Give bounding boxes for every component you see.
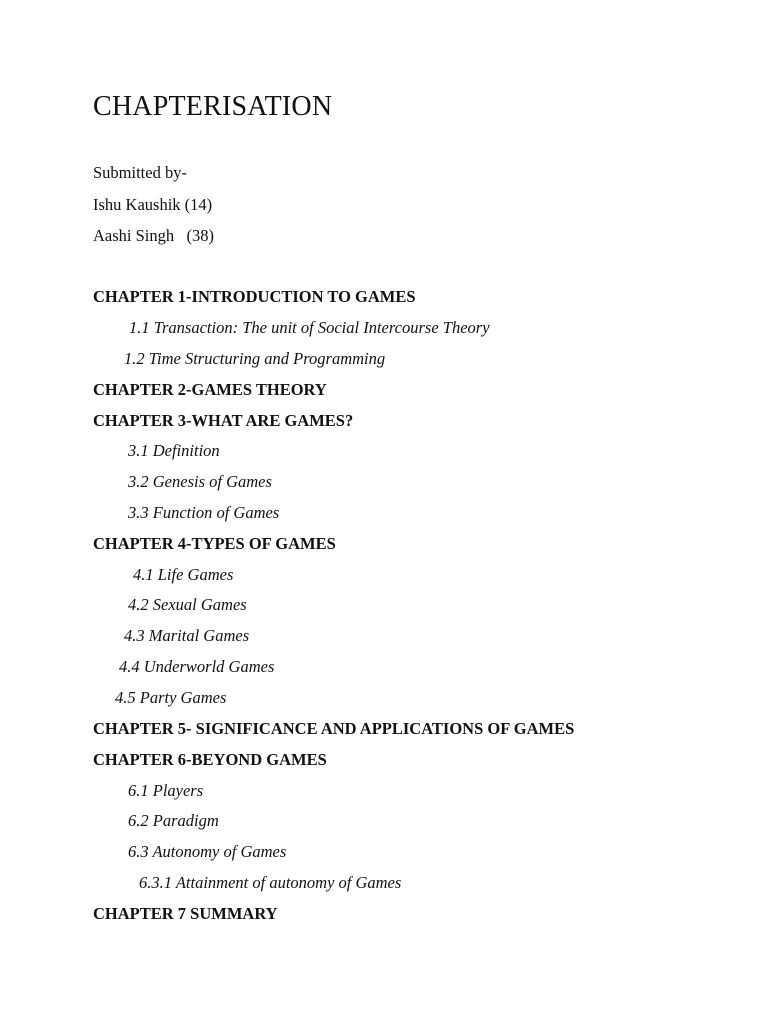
- page-title: CHAPTERISATION: [93, 91, 333, 122]
- section-entry: 1.1 Transaction: The unit of Social Intercourse Theory: [129, 318, 490, 337]
- chapter-heading: CHAPTER 1-INTRODUCTION TO GAMES: [93, 287, 416, 306]
- section-entry: 6.1 Players: [128, 781, 204, 800]
- author-line: Ishu Kaushik (14): [93, 195, 213, 214]
- section-entry: 4.4 Underworld Games: [119, 657, 275, 676]
- section-entry: 6.2 Paradigm: [128, 811, 219, 830]
- author-line: Aashi Singh (38): [93, 226, 214, 245]
- section-entry: 4.3 Marital Games: [124, 626, 250, 645]
- section-entry: 3.3 Function of Games: [128, 503, 280, 522]
- chapter-heading: CHAPTER 2-GAMES THEORY: [93, 380, 327, 399]
- section-entry: 4.1 Life Games: [133, 565, 234, 584]
- chapter-heading: CHAPTER 3-WHAT ARE GAMES?: [93, 411, 354, 430]
- section-entry: 6.3.1 Attainment of autonomy of Games: [139, 873, 402, 892]
- section-entry: 1.2 Time Structuring and Programming: [124, 349, 386, 368]
- section-entry: 4.5 Party Games: [115, 688, 227, 707]
- submitted-by-label: Submitted by-: [93, 163, 187, 182]
- section-entry: 6.3 Autonomy of Games: [128, 842, 287, 861]
- chapter-heading: CHAPTER 6-BEYOND GAMES: [93, 750, 327, 769]
- chapter-heading: CHAPTER 4-TYPES OF GAMES: [93, 534, 336, 553]
- section-entry: 3.1 Definition: [128, 441, 220, 460]
- chapter-heading: CHAPTER 7 SUMMARY: [93, 904, 278, 923]
- section-entry: 4.2 Sexual Games: [128, 595, 247, 614]
- chapter-heading: CHAPTER 5- SIGNIFICANCE AND APPLICATIONS OF GAMES: [93, 719, 575, 738]
- section-entry: 3.2 Genesis of Games: [128, 472, 272, 491]
